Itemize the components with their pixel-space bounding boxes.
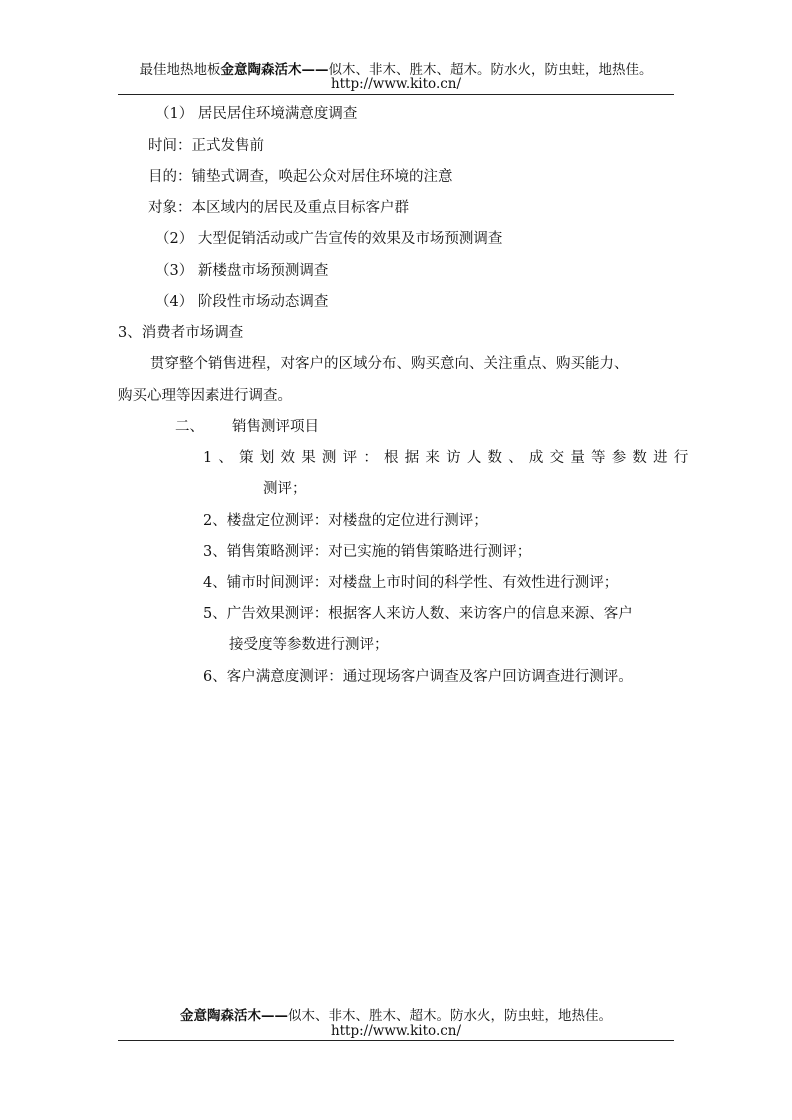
- list-item-continuation: 接受度等参数进行测评；: [229, 637, 389, 653]
- footer-tagline: [118, 1004, 674, 1024]
- list-item: 6、客户满意度测评：通过现场客户调查及客户回访调查进行测评。: [203, 669, 633, 685]
- header-prefix: 最佳地热地板: [139, 62, 221, 78]
- subheading: 3、消费者市场调查: [118, 325, 244, 341]
- footer-url[interactable]: http://www.kito.cn/: [330, 1023, 462, 1039]
- header-tagline: [118, 58, 674, 78]
- footer-brand: 金意陶森活木——: [180, 1008, 288, 1024]
- body-line: 目的：铺垫式调查，唤起公众对居住环境的注意: [148, 169, 453, 185]
- body-line: 对象：本区域内的居民及重点目标客户群: [148, 200, 409, 216]
- list-item: 4、铺市时间测评：对楼盘上市时间的科学性、有效性进行测评；: [203, 575, 619, 591]
- body-line: （1） 居民居住环境满意度调查: [155, 106, 358, 122]
- footer-rule: [118, 1040, 674, 1041]
- body-line: 购买心理等因素进行调查。: [118, 388, 292, 404]
- header-url[interactable]: http://www.kito.cn/: [330, 76, 462, 92]
- section-number: 二、: [175, 419, 204, 435]
- section-title: 销售测评项目: [232, 419, 319, 435]
- body-line: （4） 阶段性市场动态调查: [155, 294, 329, 310]
- list-item: 5、广告效果测评：根据客人来访人数、来访客户的信息来源、客户: [203, 606, 633, 622]
- header-brand: 金意陶森活木——: [220, 62, 329, 78]
- list-item-continuation: 测评；: [263, 481, 307, 497]
- body-line: 时间：正式发售前: [148, 138, 264, 154]
- list-item: 2、楼盘定位测评：对楼盘的定位进行测评；: [203, 513, 488, 529]
- body-line: 贯穿整个销售进程，对客户的区域分布、购买意向、关注重点、购买能力、: [150, 356, 629, 372]
- header-slogan: 似木、非木、胜木、超木。防水火，防虫蛀，地热佳。: [328, 62, 653, 78]
- header-rule: [118, 94, 674, 95]
- list-item: 3、销售策略测评：对已实施的销售策略进行测评；: [203, 544, 532, 560]
- list-item: 1、策划效果测评：根据来访人数、成交量等参数进行: [203, 450, 695, 466]
- footer-slogan: 似木、非木、胜木、超木。防水火，防虫蛀，地热佳。: [288, 1008, 612, 1024]
- body-line: （3） 新楼盘市场预测调查: [155, 263, 329, 279]
- body-line: （2） 大型促销活动或广告宣传的效果及市场预测调查: [155, 231, 503, 247]
